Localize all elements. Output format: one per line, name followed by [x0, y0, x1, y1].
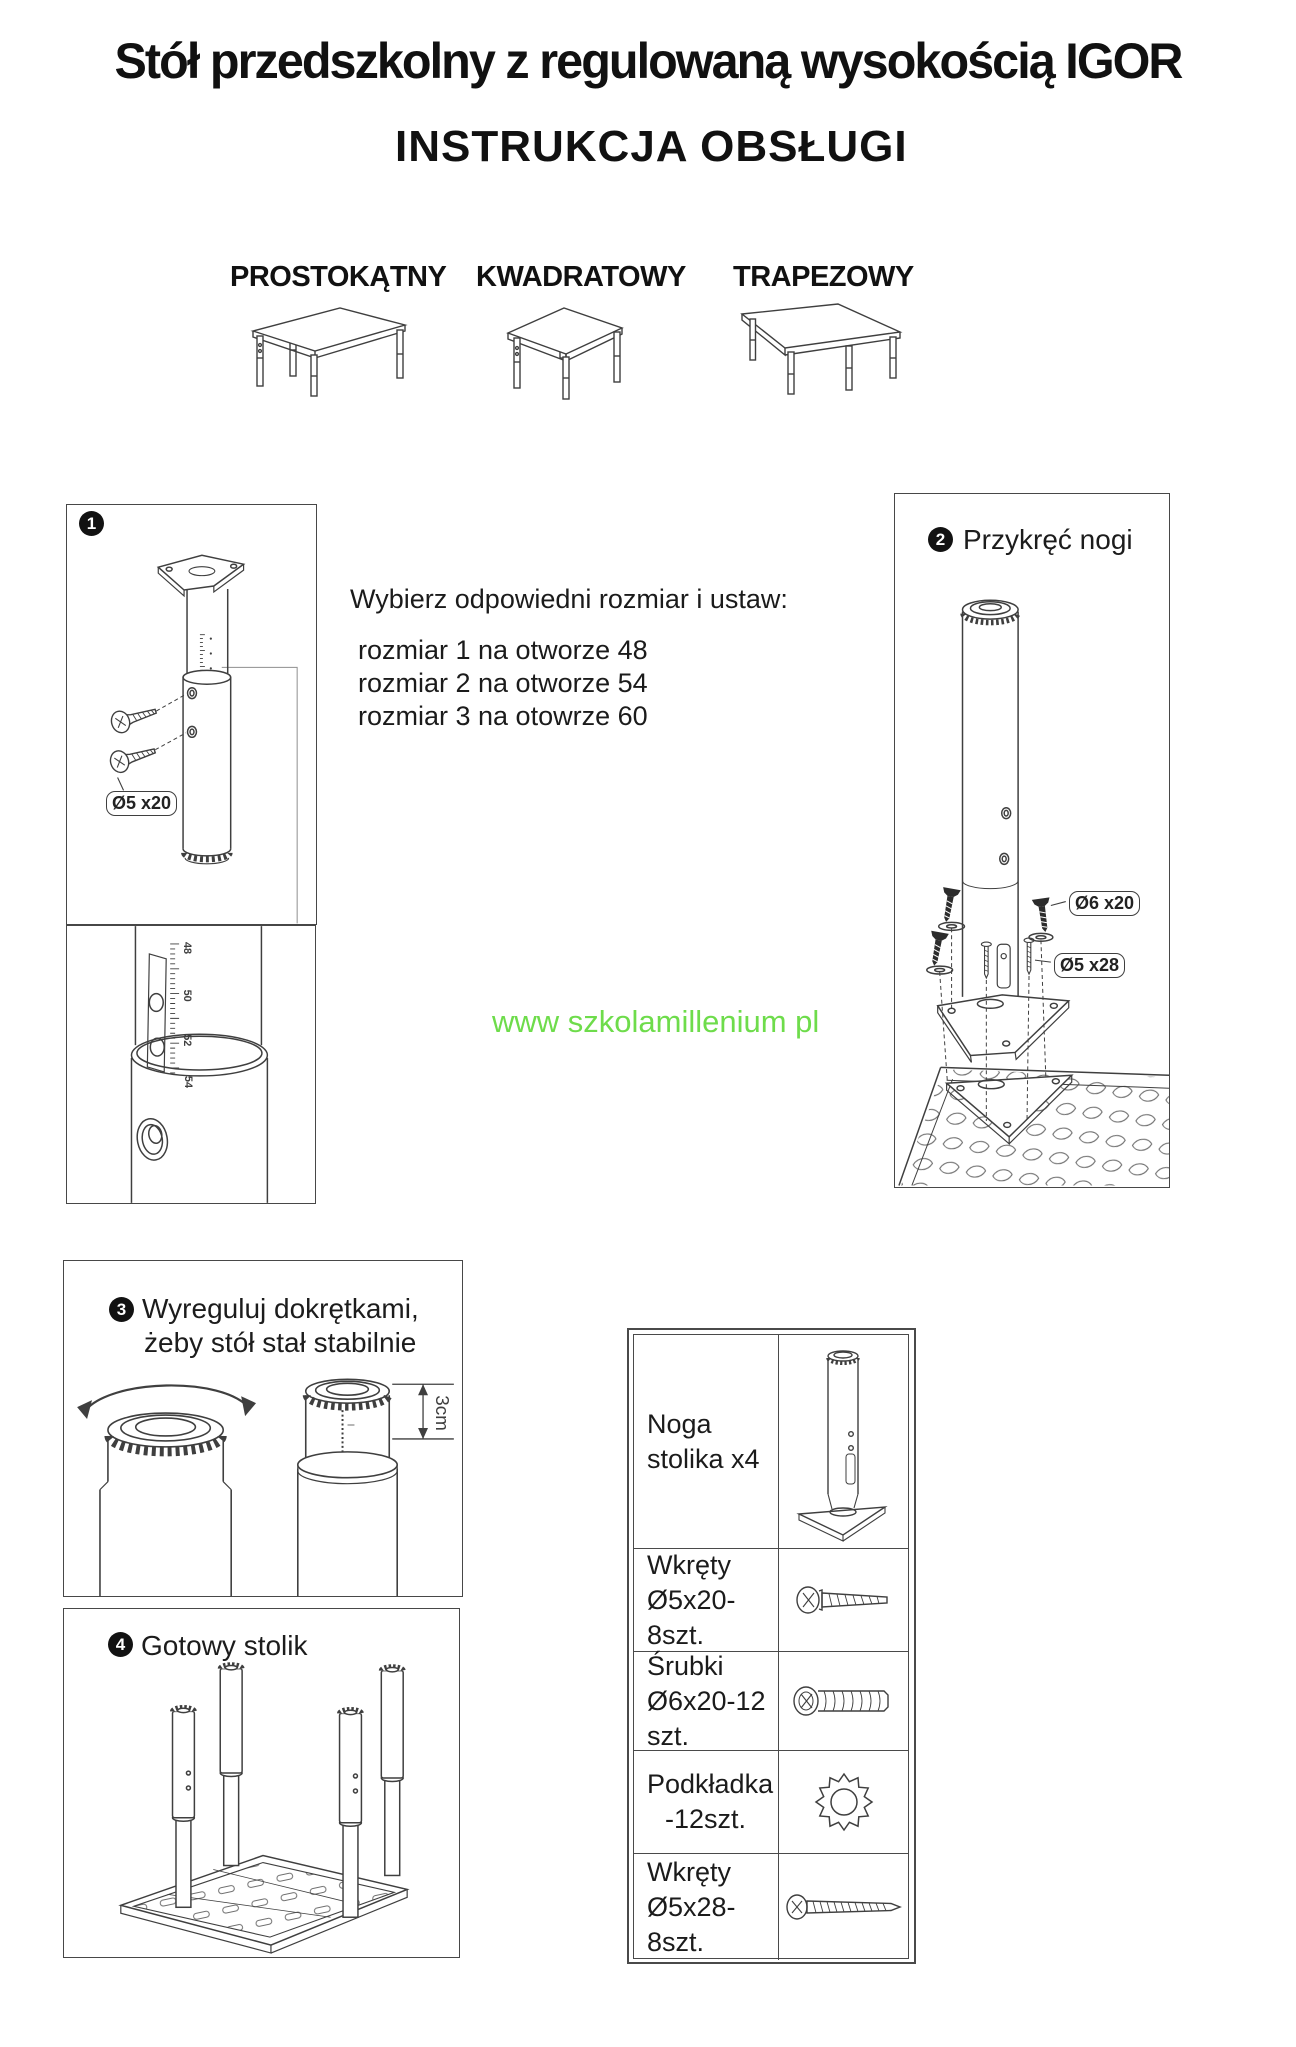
scale-number: 50 — [181, 989, 194, 1002]
step-4-badge: 4 — [108, 1632, 133, 1657]
step-2-title: Przykręć nogi — [963, 524, 1133, 555]
scale-number: 54 — [182, 1075, 195, 1089]
step-2-panel — [894, 493, 1170, 1188]
height-scale-detail-illustration — [67, 926, 315, 1203]
part-quantity: stolika x4 — [647, 1443, 760, 1474]
leg-mounting-illustration — [895, 494, 1169, 1187]
screw-5x20-icon — [791, 1574, 897, 1626]
step-4-title: Gotowy stolik — [141, 1630, 308, 1661]
bolt-6x20-icon — [790, 1675, 898, 1727]
part-name: Śrubki — [647, 1650, 724, 1681]
part-name: Podkładka — [647, 1769, 774, 1799]
part-quantity: -12szt. — [665, 1804, 747, 1834]
step-3-badge: 3 — [109, 1297, 134, 1322]
leg-attachment-illustration — [67, 505, 316, 924]
table-leg-icon — [785, 1342, 903, 1542]
step-3-title-line2: żeby stół stał stabilnie — [144, 1327, 417, 1358]
label-rectangular-table: PROSTOKĄTNY — [230, 261, 447, 293]
watermark-text: www szkolamillenium pl — [492, 1004, 820, 1039]
bolt-label-6x20: Ø6 x20 — [1069, 891, 1140, 916]
dimension-label: 3cm — [430, 1395, 452, 1431]
step-1-badge: 1 — [79, 511, 104, 536]
square-table-icon — [500, 296, 630, 402]
trapezoid-table-icon — [728, 298, 912, 398]
size-guide-line-1: rozmiar 1 na otworze 48 — [358, 635, 648, 665]
parts-row-screws-5x20 — [634, 1549, 908, 1652]
washer-icon — [809, 1767, 879, 1837]
parts-row-screws-5x28 — [634, 1854, 908, 1960]
parts-row-washers — [634, 1751, 908, 1854]
screw-label-5x20: Ø5 x20 — [106, 791, 177, 816]
step-3-title-line1: Wyreguluj dokrętkami, — [142, 1293, 419, 1324]
part-name: Wkręty — [647, 1856, 731, 1887]
parts-row-leg — [634, 1335, 908, 1549]
leg-scale-detail-panel — [66, 925, 316, 1204]
part-quantity: Ø5x28-8szt. — [647, 1891, 736, 1957]
parts-row-bolts-6x20 — [634, 1652, 908, 1751]
scale-number: 52 — [181, 1034, 194, 1047]
page-title: Stół przedszkolny z regulowaną wysokością IGOR — [114, 33, 1182, 89]
size-guide-line-3: rozmiar 3 na otowrze 60 — [358, 701, 648, 731]
part-name: Noga — [647, 1408, 712, 1439]
size-guide-lines — [358, 634, 648, 733]
screw-5x28-icon — [783, 1884, 905, 1930]
part-name: Wkręty — [647, 1549, 731, 1580]
step-1-panel — [66, 504, 317, 925]
part-quantity: Ø6x20-12 szt. — [647, 1685, 766, 1751]
rectangular-table-icon — [243, 298, 413, 398]
label-square-table: KWADRATOWY — [476, 261, 686, 293]
step-4-panel — [63, 1608, 460, 1958]
size-guide-heading: Wybierz odpowiedni rozmiar i ustaw: — [350, 584, 788, 614]
parts-list-table — [627, 1328, 916, 1964]
part-quantity: Ø5x20-8szt. — [647, 1584, 736, 1650]
step-3-panel — [63, 1260, 463, 1597]
page-subtitle: INSTRUKCJA OBSŁUGI — [395, 122, 908, 171]
step-2-badge: 2 — [928, 527, 953, 552]
size-guide-line-2: rozmiar 2 na otworze 54 — [358, 668, 648, 698]
screw-label-5x28: Ø5 x28 — [1054, 953, 1125, 978]
label-trapezoid-table: TRAPEZOWY — [733, 261, 914, 293]
scale-number: 48 — [181, 941, 194, 955]
